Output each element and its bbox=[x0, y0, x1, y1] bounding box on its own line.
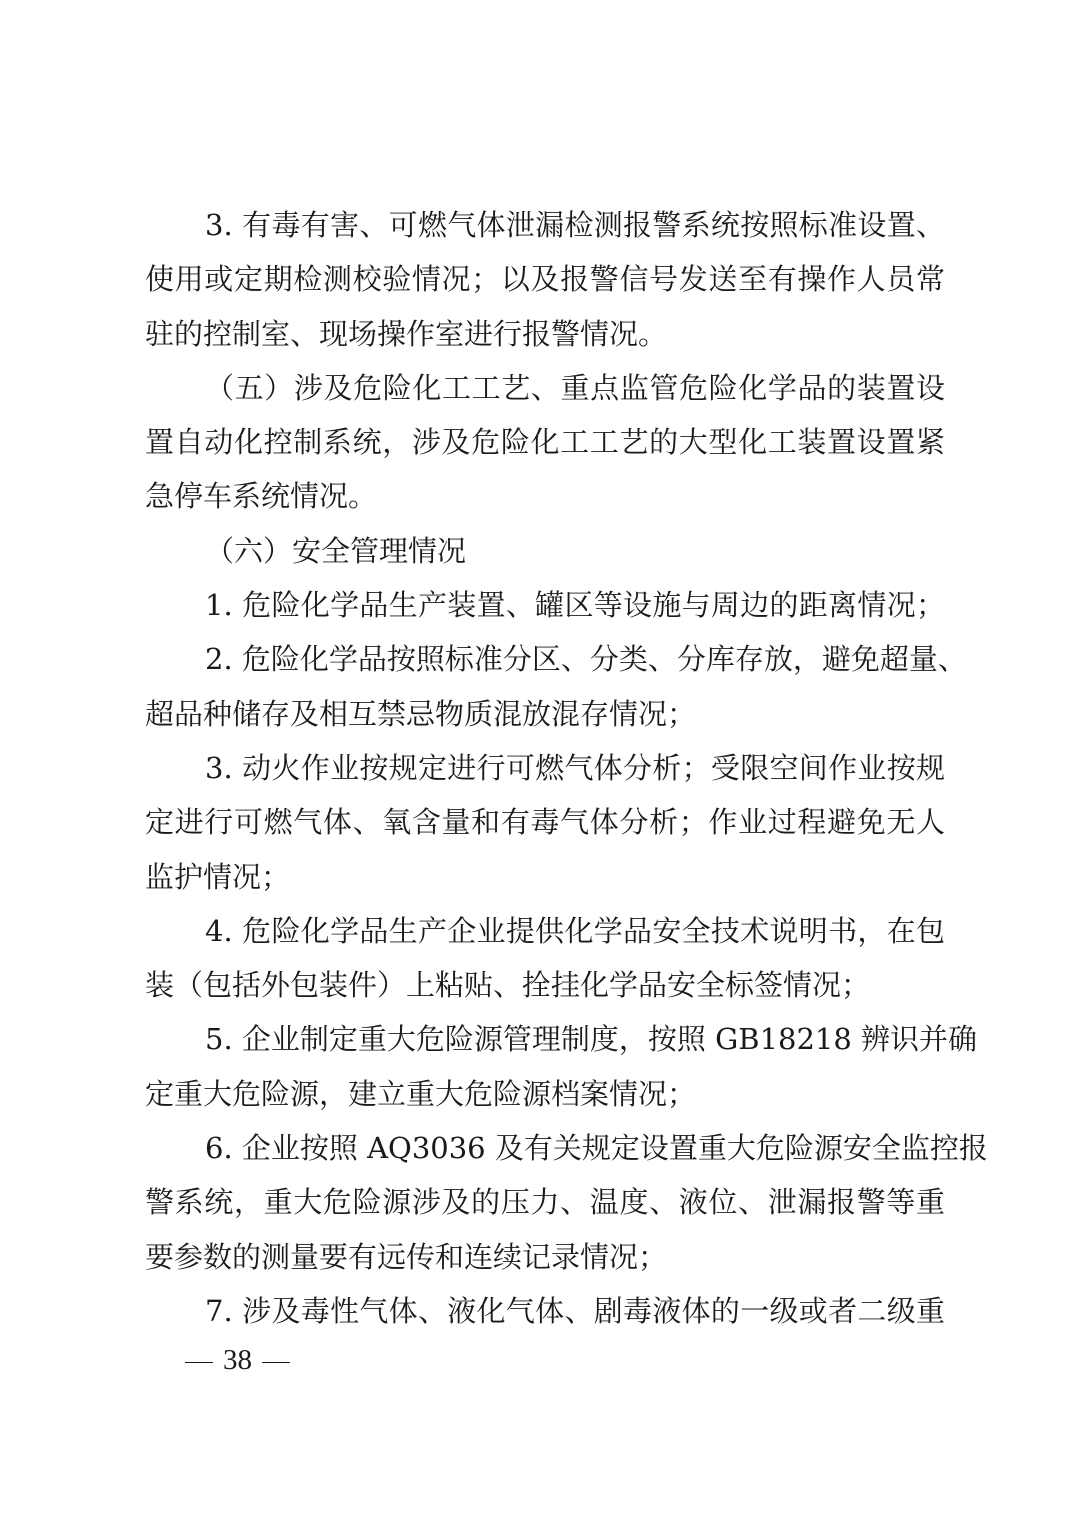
text-line: 超品种储存及相互禁忌物质混放混存情况； bbox=[145, 696, 697, 731]
footer-dash-right bbox=[262, 1362, 290, 1364]
text-line: 1. 危险化学品生产装置、罐区等设施与周边的距离情况； bbox=[205, 588, 945, 623]
document-body bbox=[145, 198, 988, 1338]
text-line: （六）安全管理情况 bbox=[205, 533, 467, 568]
page-number: 38 bbox=[223, 1344, 252, 1376]
text-line: 警系统，重大危险源涉及的压力、温度、液位、泄漏报警等重 bbox=[145, 1185, 945, 1220]
text-line: 2. 危险化学品按照标准分区、分类、分库存放，避免超量、 bbox=[205, 642, 967, 677]
text-line: 定进行可燃气体、氧含量和有毒气体分析；作业过程避免无人 bbox=[145, 805, 945, 840]
text-line: 6. 企业按照 AQ3036 及有关规定设置重大危险源安全监控报 bbox=[205, 1131, 988, 1166]
text-line: 定重大危险源，建立重大危险源档案情况； bbox=[145, 1076, 697, 1111]
text-line: 装（包括外包装件）上粘贴、拴挂化学品安全标签情况； bbox=[145, 968, 871, 1003]
text-line: 5. 企业制定重大危险源管理制度，按照 GB18218 辨识并确 bbox=[205, 1022, 978, 1057]
page-footer bbox=[175, 1343, 300, 1377]
text-line: 监护情况； bbox=[145, 859, 291, 894]
text-line: 3. 有毒有害、可燃气体泄漏检测报警系统按照标准设置、 bbox=[205, 208, 945, 242]
text-line: 3. 动火作业按规定进行可燃气体分析；受限空间作业按规 bbox=[205, 750, 945, 785]
footer-dash-left bbox=[185, 1362, 213, 1364]
text-line: 要参数的测量要有远传和连续记录情况； bbox=[145, 1239, 668, 1274]
text-line: 急停车系统情况。 bbox=[145, 479, 378, 514]
text-line: 4. 危险化学品生产企业提供化学品安全技术说明书，在包 bbox=[205, 913, 945, 948]
text-line: 驻的控制室、现场操作室进行报警情况。 bbox=[145, 316, 668, 351]
text-line: 置自动化控制系统，涉及危险化工工艺的大型化工装置设置紧 bbox=[145, 425, 945, 460]
text-line: 7. 涉及毒性气体、液化气体、剧毒液体的一级或者二级重 bbox=[205, 1293, 945, 1328]
text-line: （五）涉及危险化工工艺、重点监管危险化学品的装置设 bbox=[205, 370, 945, 405]
text-line: 使用或定期检测校验情况；以及报警信号发送至有操作人员常 bbox=[145, 262, 945, 297]
